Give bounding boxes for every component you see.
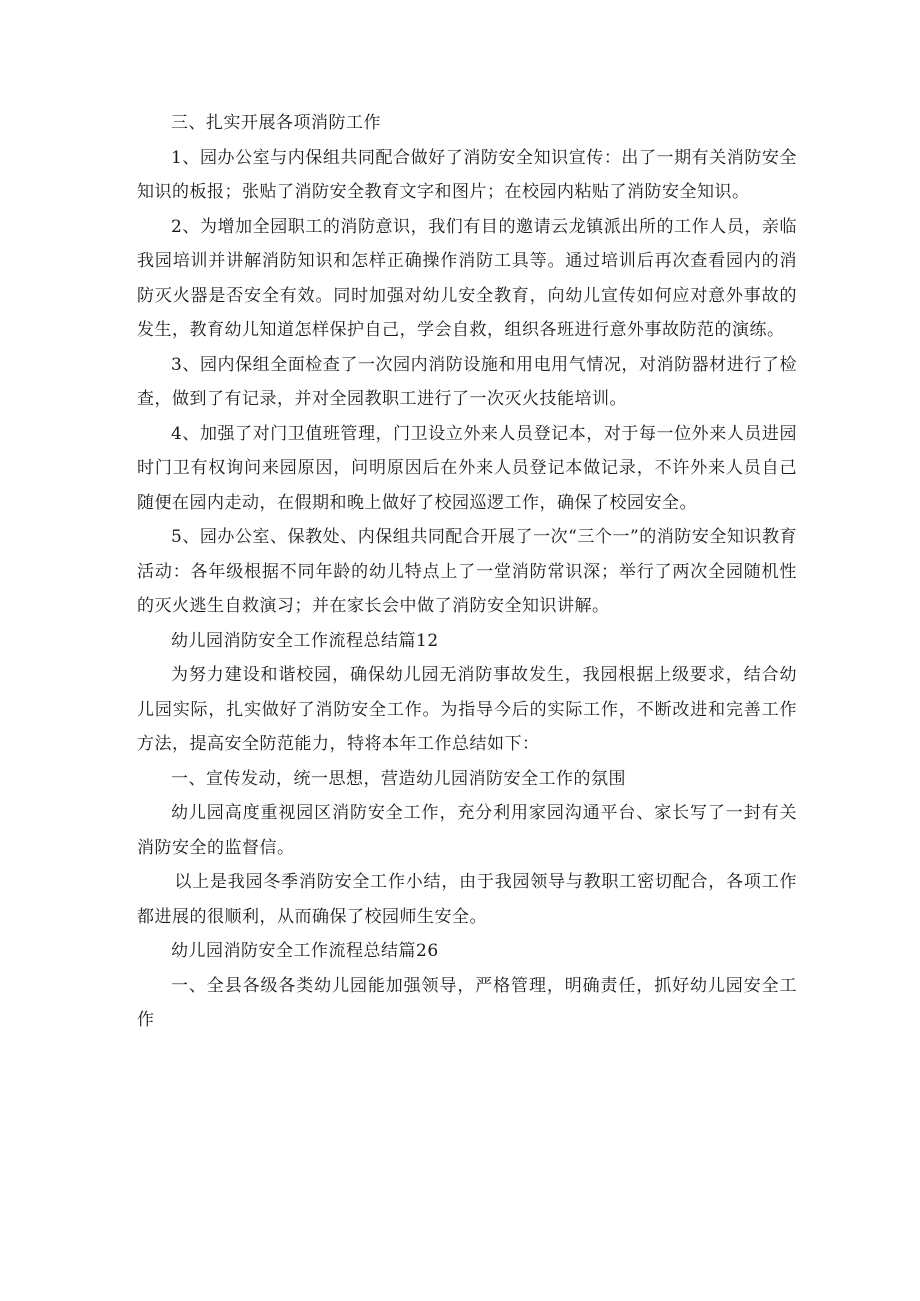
document-page [137, 106, 797, 1038]
paragraph-item-2: 2、为增加全园职工的消防意识，我们有目的邀请云龙镇派出所的工作人员，亲临我园培训并讲解消防知识和怎样正确操作消防工具等。通过培训后再次查看园内的消防灭火器是否安全有效。同时加强对幼儿安全教育，向幼儿宣传如何应对意外事故的发生，教育幼儿知道怎样保护自己，学会自救，组织各班进行意外事故防范的演练。 [137, 216, 797, 340]
paragraph-leadership: 一、全县各级各类幼儿园能加强领导，严格管理，明确责任，抓好幼儿园安全工作 [137, 975, 797, 1030]
paragraph-publicity-body: 幼儿园高度重视园区消防安全工作，充分利用家园沟通平台、家长写了一封有关消防安全的监督信。 [137, 803, 797, 858]
article-title-12: 幼儿园消防安全工作流程总结篇12 [171, 630, 439, 651]
paragraph-item-5: 5、园办公室、保教处、内保组共同配合开展了一次“三个一”的消防安全知识教育活动：各年级根据不同年龄的幼儿特点上了一堂消防常识深；举行了两次全园随机性的灭火逃生自救演习；并在家长会中做了消防安全知识讲解。 [137, 527, 797, 616]
paragraph-item-4: 4、加强了对门卫值班管理，门卫设立外来人员登记本，对于每一位外来人员进园时门卫有权询问来园原因，问明原因后在外来人员登记本做记录，不许外来人员自己随便在园内走动，在假期和晚上做好了校园巡逻工作，确保了校园安全。 [137, 423, 797, 513]
paragraph-item-1: 1、园办公室与内保组共同配合做好了消防安全知识宣传：出了一期有关消防安全知识的板报；张贴了消防安全教育文字和图片；在校园内粘贴了消防安全知识。 [137, 147, 797, 202]
paragraph-intro-12: 为努力建设和谐校园，确保幼儿园无消防事故发生，我园根据上级要求，结合幼儿园实际，扎实做好了消防安全工作。为指导今后的实际工作，不断改进和完善工作方法，提高安全防范能力，特将本年工作总结如下： [137, 665, 797, 754]
paragraph-summary: 以上是我园冬季消防安全工作小结，由于我园领导与教职工密切配合，各项工作都进展的很顺利，从而确保了校园师生安全。 [137, 872, 797, 927]
article-title-26: 幼儿园消防安全工作流程总结篇26 [171, 941, 439, 961]
paragraph-item-3: 3、园内保组全面检查了一次园内消防设施和用电用气情况，对消防器材进行了检查，做到了有记录，并对全园教职工进行了一次灭火技能培训。 [137, 354, 797, 409]
section-heading-fire-work: 三、扎实开展各项消防工作 [171, 113, 381, 133]
paragraph-subheading-publicity: 一、宣传发动，统一思想，营造幼儿园消防安全工作的氛围 [171, 768, 626, 789]
